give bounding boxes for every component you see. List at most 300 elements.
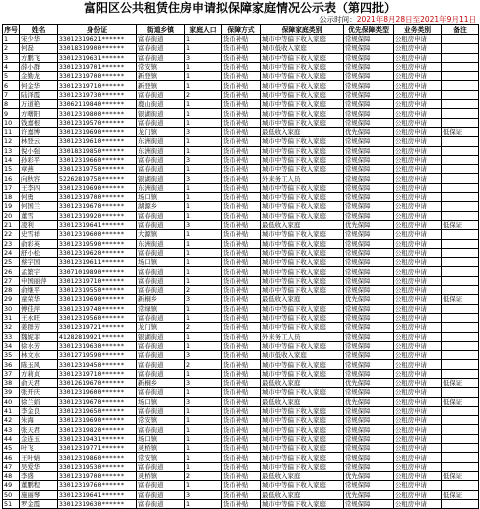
cell-index: 17 — [3, 183, 20, 192]
cell-household-size: 1 — [185, 481, 222, 490]
cell-household-category: 城市中等偏下收入家庭 — [261, 323, 344, 332]
table-row — [3, 481, 479, 490]
cell-household-category: 外来务工人员 — [261, 174, 344, 183]
cell-household-category: 城市低收入家庭 — [261, 44, 344, 53]
cell-index: 21 — [3, 220, 20, 229]
cell-remark — [442, 416, 479, 425]
cell-business-type: 公租房申请 — [394, 332, 442, 341]
cell-household-size: 1 — [185, 416, 222, 425]
header-name: 姓名 — [20, 25, 58, 35]
cell-business-type: 公租房申请 — [394, 146, 442, 155]
household-table — [2, 24, 479, 509]
cell-business-type: 公租房申请 — [394, 165, 442, 174]
cell-security-method: 货币补贴 — [222, 53, 261, 62]
cell-household-size: 1 — [185, 183, 222, 192]
cell-name: 魏妮菲 — [20, 332, 58, 341]
cell-security-method: 货币补贴 — [222, 220, 261, 229]
cell-town: 湖源乡 — [137, 202, 185, 211]
cell-priority-type: 常规保障 — [344, 425, 394, 434]
table-row — [3, 211, 479, 220]
cell-index: 47 — [3, 462, 20, 471]
cell-household-category: 城市中等偏下收入家庭 — [261, 137, 344, 146]
cell-business-type: 公租房申请 — [394, 100, 442, 109]
cell-household-size: 1 — [185, 211, 222, 220]
cell-household-size: 3 — [185, 397, 222, 406]
cell-index: 3 — [3, 53, 20, 62]
cell-security-method: 货币补贴 — [222, 239, 261, 248]
cell-id-number: 33012319450****** — [58, 360, 137, 369]
cell-remark — [442, 137, 479, 146]
table-row — [3, 295, 479, 304]
cell-id-number: 33012319710****** — [58, 369, 137, 378]
cell-remark — [442, 267, 479, 276]
cell-security-method: 货币补贴 — [222, 211, 261, 220]
cell-id-number: 33012319560****** — [58, 313, 137, 322]
cell-household-category: 城市中等偏下收入家庭 — [261, 155, 344, 164]
cell-priority-type: 常规保障 — [344, 276, 394, 285]
cell-index: 19 — [3, 202, 20, 211]
cell-household-category: 城市中等偏下收入家庭 — [261, 72, 344, 81]
cell-household-size: 1 — [185, 369, 222, 378]
cell-index: 41 — [3, 406, 20, 415]
cell-town: 富春街道 — [137, 481, 185, 490]
cell-priority-type: 常规保障 — [344, 230, 394, 239]
cell-priority-type: 常规保障 — [344, 109, 394, 118]
cell-index: 22 — [3, 230, 20, 239]
cell-household-category: 城市中等偏下收入家庭 — [261, 230, 344, 239]
cell-remark — [442, 341, 479, 350]
cell-remark — [442, 211, 479, 220]
cell-household-category: 城市中等偏下收入家庭 — [261, 248, 344, 257]
cell-remark — [442, 406, 479, 415]
cell-business-type: 公租房申请 — [394, 434, 442, 443]
cell-household-category: 最低收入家庭 — [261, 220, 344, 229]
cell-security-method: 货币补贴 — [222, 369, 261, 378]
header-town: 街道乡镇 — [137, 25, 185, 35]
cell-household-size: 1 — [185, 239, 222, 248]
header-remark: 备注 — [442, 25, 479, 35]
cell-business-type: 公租房申请 — [394, 109, 442, 118]
cell-town: 富春街道 — [137, 53, 185, 62]
cell-household-size: 1 — [185, 100, 222, 109]
cell-name: 张天君 — [20, 425, 58, 434]
cell-id-number: 33012319670****** — [58, 202, 137, 211]
cell-town: 东洲街道 — [137, 183, 185, 192]
cell-priority-type: 常规保障 — [344, 313, 394, 322]
cell-town: 银湖街道 — [137, 332, 185, 341]
cell-household-category: 城市中等偏下收入家庭 — [261, 146, 344, 155]
cell-id-number: 33012319710****** — [58, 81, 137, 90]
header-household-size: 家庭人口 — [185, 25, 222, 35]
cell-priority-type: 常规保障 — [344, 90, 394, 99]
table-row — [3, 146, 479, 155]
cell-town: 常安镇 — [137, 416, 185, 425]
table-row — [3, 193, 479, 202]
cell-remark — [442, 351, 479, 360]
cell-town: 富春街道 — [137, 267, 185, 276]
cell-index: 8 — [3, 100, 20, 109]
table-row — [3, 425, 479, 434]
cell-household-size: 2 — [185, 323, 222, 332]
cell-index: 2 — [3, 44, 20, 53]
cell-priority-type: 优先保障 — [344, 397, 394, 406]
header-id-number: 身份证 — [58, 25, 137, 35]
cell-household-category: 城市中等偏下收入家庭 — [261, 360, 344, 369]
cell-remark — [442, 72, 479, 81]
cell-index: 7 — [3, 90, 20, 99]
cell-priority-type: 优先保障 — [344, 220, 394, 229]
cell-household-size: 1 — [185, 444, 222, 453]
cell-security-method: 货币补贴 — [222, 323, 261, 332]
cell-town: 富春街道 — [137, 490, 185, 499]
cell-security-method: 货币补贴 — [222, 230, 261, 239]
cell-name: 金勤龙 — [20, 72, 58, 81]
cell-index: 23 — [3, 239, 20, 248]
cell-household-category: 城市中等偏下收入家庭 — [261, 183, 344, 192]
cell-id-number: 33012319721****** — [58, 323, 137, 332]
cell-business-type: 公租房申请 — [394, 462, 442, 471]
cell-priority-type: 常规保障 — [344, 434, 394, 443]
cell-remark — [442, 165, 479, 174]
cell-priority-type: 优先保障 — [344, 295, 394, 304]
cell-id-number: 33012319820****** — [58, 425, 137, 434]
table-row — [3, 239, 479, 248]
cell-business-type: 公租房申请 — [394, 323, 442, 332]
cell-id-number: 33012319701****** — [58, 62, 137, 71]
cell-security-method: 货币补贴 — [222, 360, 261, 369]
cell-name: 孙彩平 — [20, 155, 58, 164]
cell-household-category: 城市中等偏下收入家庭 — [261, 304, 344, 313]
cell-household-size: 1 — [185, 276, 222, 285]
cell-id-number: 33012319431****** — [58, 434, 137, 443]
cell-business-type: 公租房申请 — [394, 137, 442, 146]
cell-security-method: 货币补贴 — [222, 127, 261, 136]
header-security-method: 保障方式 — [222, 25, 261, 35]
cell-business-type: 公租房申请 — [394, 369, 442, 378]
cell-town: 场口镇 — [137, 193, 185, 202]
cell-business-type: 公租房申请 — [394, 62, 442, 71]
cell-index: 39 — [3, 388, 20, 397]
table-row — [3, 62, 479, 71]
cell-priority-type: 常规保障 — [344, 267, 394, 276]
cell-id-number: 33012319670****** — [58, 397, 137, 406]
cell-household-size: 1 — [185, 388, 222, 397]
cell-household-size: 1 — [185, 109, 222, 118]
cell-household-category: 最低收入家庭 — [261, 490, 344, 499]
cell-business-type: 公租房申请 — [394, 72, 442, 81]
cell-household-size: 1 — [185, 62, 222, 71]
cell-remark: 低保证 — [442, 295, 479, 304]
cell-name: 李盛 — [20, 471, 58, 480]
cell-household-size: 3 — [185, 295, 222, 304]
cell-name: 何金华 — [20, 81, 58, 90]
cell-name: 童荣华 — [20, 295, 58, 304]
cell-priority-type: 常规保障 — [344, 211, 394, 220]
cell-index: 35 — [3, 351, 20, 360]
cell-index: 36 — [3, 360, 20, 369]
table-row — [3, 304, 479, 313]
cell-index: 12 — [3, 137, 20, 146]
cell-business-type: 公租房申请 — [394, 183, 442, 192]
cell-name: 蔡宇国 — [20, 258, 58, 267]
cell-remark — [442, 434, 479, 443]
cell-remark — [442, 155, 479, 164]
cell-priority-type: 常规保障 — [344, 118, 394, 127]
cell-security-method: 货币补贴 — [222, 471, 261, 480]
cell-priority-type: 常规保障 — [344, 35, 394, 44]
cell-household-category: 城市中等偏下收入家庭 — [261, 276, 344, 285]
cell-household-category: 城市中等偏下收入家庭 — [261, 434, 344, 443]
cell-remark — [442, 360, 479, 369]
page-title: 富阳区公共租赁住房申请拟保障家庭情况公示表（第四批） — [83, 1, 396, 15]
cell-priority-type: 常规保障 — [344, 165, 394, 174]
cell-id-number: 33012319610****** — [58, 137, 137, 146]
table-row — [3, 230, 479, 239]
cell-index: 11 — [3, 127, 20, 136]
cell-priority-type: 常规保障 — [344, 304, 394, 313]
cell-town: 富春街道 — [137, 248, 185, 257]
table-row — [3, 35, 479, 44]
cell-index: 28 — [3, 286, 20, 295]
cell-id-number: 33012319750****** — [58, 165, 137, 174]
cell-remark — [442, 499, 479, 508]
cell-household-size: 3 — [185, 174, 222, 183]
cell-priority-type: 常规保障 — [344, 53, 394, 62]
cell-remark — [442, 388, 479, 397]
cell-priority-type: 常规保障 — [344, 62, 394, 71]
cell-name: 姜群芳 — [20, 323, 58, 332]
cell-priority-type: 优先保障 — [344, 378, 394, 387]
cell-name: 金连玉 — [20, 434, 58, 443]
cell-priority-type: 常规保障 — [344, 416, 394, 425]
cell-priority-type: 常规保障 — [344, 72, 394, 81]
cell-remark: 低保证 — [442, 378, 479, 387]
cell-business-type: 公租房申请 — [394, 490, 442, 499]
cell-priority-type: 常规保障 — [344, 155, 394, 164]
cell-name: 李金良 — [20, 406, 58, 415]
cell-town: 富春街道 — [137, 462, 185, 471]
table-row — [3, 406, 479, 415]
cell-household-size: 3 — [185, 53, 222, 62]
cell-business-type: 公租房申请 — [394, 174, 442, 183]
cell-name: 陆泽霞 — [20, 90, 58, 99]
cell-household-size: 1 — [185, 341, 222, 350]
cell-business-type: 公租房申请 — [394, 406, 442, 415]
cell-town: 东洲街道 — [137, 146, 185, 155]
cell-security-method: 货币补贴 — [222, 165, 261, 174]
cell-index: 13 — [3, 146, 20, 155]
cell-priority-type: 常规保障 — [344, 174, 394, 183]
cell-remark — [442, 109, 479, 118]
cell-household-category: 城市中等偏下收入家庭 — [261, 313, 344, 322]
cell-town: 富春街道 — [137, 360, 185, 369]
cell-name: 林登云 — [20, 137, 58, 146]
cell-index: 16 — [3, 174, 20, 183]
cell-household-category: 城市中等偏下收入家庭 — [261, 62, 344, 71]
cell-priority-type: 常规保障 — [344, 286, 394, 295]
cell-town: 富春街道 — [137, 388, 185, 397]
cell-index: 44 — [3, 434, 20, 443]
table-row — [3, 360, 479, 369]
cell-household-category: 城市中等偏下收入家庭 — [261, 90, 344, 99]
cell-security-method: 货币补贴 — [222, 44, 261, 53]
cell-remark — [442, 183, 479, 192]
cell-remark — [442, 174, 479, 183]
cell-town: 富春街道 — [137, 406, 185, 415]
cell-name: 向秋容 — [20, 174, 58, 183]
cell-name: 施丽琴 — [20, 490, 58, 499]
cell-name: 朱海 — [20, 416, 58, 425]
cell-index: 9 — [3, 109, 20, 118]
cell-town: 银湖街道 — [137, 109, 185, 118]
cell-business-type: 公租房申请 — [394, 313, 442, 322]
cell-id-number: 33012319621****** — [58, 35, 137, 44]
cell-town: 常安镇 — [137, 453, 185, 462]
cell-priority-type: 常规保障 — [344, 462, 394, 471]
cell-household-category: 城市中等偏下收入家庭 — [261, 369, 344, 378]
cell-index: 37 — [3, 369, 20, 378]
cell-security-method: 货币补贴 — [222, 499, 261, 508]
cell-business-type: 公租房申请 — [394, 248, 442, 257]
cell-security-method: 货币补贴 — [222, 146, 261, 155]
cell-priority-type: 优先保障 — [344, 471, 394, 480]
table-row — [3, 276, 479, 285]
cell-name: 何磊 — [20, 44, 58, 53]
cell-town: 新桐乡 — [137, 295, 185, 304]
cell-town: 新登镇 — [137, 72, 185, 81]
cell-remark — [442, 118, 479, 127]
table-row — [3, 155, 479, 164]
cell-business-type: 公租房申请 — [394, 44, 442, 53]
cell-town: 东洲街道 — [137, 239, 185, 248]
cell-business-type: 公租房申请 — [394, 211, 442, 220]
cell-id-number: 33071019890****** — [58, 267, 137, 276]
table-row — [3, 462, 479, 471]
cell-security-method: 货币补贴 — [222, 286, 261, 295]
cell-id-number: 33012319550****** — [58, 286, 137, 295]
table-row — [3, 499, 479, 508]
cell-household-category: 城市中等偏下收入家庭 — [261, 202, 344, 211]
cell-security-method: 货币补贴 — [222, 137, 261, 146]
cell-name: 王李四 — [20, 183, 58, 192]
cell-business-type: 公租房申请 — [394, 81, 442, 90]
cell-name: 何国兰 — [20, 202, 58, 211]
cell-business-type: 公租房申请 — [394, 258, 442, 267]
cell-remark: 低保证 — [442, 397, 479, 406]
cell-priority-type: 常规保障 — [344, 499, 394, 508]
header-priority-type: 优先保障类型 — [344, 25, 394, 35]
cell-index: 38 — [3, 378, 20, 387]
table-row — [3, 118, 479, 127]
table-row — [3, 471, 479, 480]
cell-remark — [442, 258, 479, 267]
table-row — [3, 332, 479, 341]
cell-household-size: 1 — [185, 267, 222, 276]
cell-security-method: 货币补贴 — [222, 155, 261, 164]
cell-remark — [442, 239, 479, 248]
cell-index: 42 — [3, 416, 20, 425]
cell-remark — [442, 53, 479, 62]
cell-town: 富春街道 — [137, 351, 185, 360]
cell-business-type: 公租房申请 — [394, 127, 442, 136]
cell-business-type: 公租房申请 — [394, 360, 442, 369]
cell-household-size: 1 — [185, 462, 222, 471]
cell-business-type: 公租房申请 — [394, 286, 442, 295]
cell-priority-type: 常规保障 — [344, 332, 394, 341]
cell-index: 43 — [3, 425, 20, 434]
cell-business-type: 公租房申请 — [394, 499, 442, 508]
table-row — [3, 378, 479, 387]
publicity-period — [319, 15, 476, 24]
cell-business-type: 公租房申请 — [394, 416, 442, 425]
cell-household-category: 城市中等偏下收入家庭 — [261, 239, 344, 248]
cell-id-number: 41282819921****** — [58, 332, 137, 341]
cell-household-category: 城市低收入家庭 — [261, 351, 344, 360]
cell-security-method: 货币补贴 — [222, 276, 261, 285]
cell-household-size: 1 — [185, 44, 222, 53]
cell-business-type: 公租房申请 — [394, 230, 442, 239]
cell-index: 1 — [3, 35, 20, 44]
cell-name: 徐兰娟 — [20, 397, 58, 406]
cell-index: 15 — [3, 165, 20, 174]
cell-name: 万道艳 — [20, 100, 58, 109]
cell-name: 申国丽萍 — [20, 276, 58, 285]
table-row — [3, 127, 479, 136]
table-row — [3, 341, 479, 350]
cell-remark — [442, 90, 479, 99]
cell-security-method: 货币补贴 — [222, 295, 261, 304]
cell-household-size: 1 — [185, 453, 222, 462]
cell-index: 45 — [3, 444, 20, 453]
cell-priority-type: 常规保障 — [344, 323, 394, 332]
cell-household-size: 1 — [185, 137, 222, 146]
cell-business-type: 公租房申请 — [394, 351, 442, 360]
cell-index: 46 — [3, 453, 20, 462]
cell-index: 14 — [3, 155, 20, 164]
cell-id-number: 33012319660****** — [58, 155, 137, 164]
cell-household-category: 城市中等偏下收入家庭 — [261, 444, 344, 453]
cell-household-size: 1 — [185, 304, 222, 313]
cell-household-category: 城市中等偏下收入家庭 — [261, 267, 344, 276]
table-row — [3, 323, 479, 332]
cell-id-number: 33012319600****** — [58, 230, 137, 239]
cell-id-number: 33012319620****** — [58, 248, 137, 257]
cell-name: 林文水 — [20, 351, 58, 360]
cell-remark — [442, 313, 479, 322]
cell-index: 51 — [3, 499, 20, 508]
table-row — [3, 453, 479, 462]
cell-household-category: 城市中等偏下收入家庭 — [261, 100, 344, 109]
cell-index: 34 — [3, 341, 20, 350]
cell-name: 宋少华 — [20, 35, 58, 44]
cell-household-size: 3 — [185, 378, 222, 387]
cell-business-type: 公租房申请 — [394, 304, 442, 313]
cell-town: 鹿山街道 — [137, 100, 185, 109]
cell-town: 灵桥镇 — [137, 444, 185, 453]
cell-household-size: 3 — [185, 155, 222, 164]
table-row — [3, 165, 479, 174]
cell-town: 富春街道 — [137, 211, 185, 220]
cell-town: 场口镇 — [137, 397, 185, 406]
cell-priority-type: 常规保障 — [344, 183, 394, 192]
cell-business-type: 公租房申请 — [394, 193, 442, 202]
cell-town: 场口镇 — [137, 434, 185, 443]
cell-priority-type: 优先保障 — [344, 127, 394, 136]
cell-security-method: 货币补贴 — [222, 248, 261, 257]
cell-priority-type: 常规保障 — [344, 258, 394, 267]
cell-priority-type: 常规保障 — [344, 248, 394, 257]
cell-index: 4 — [3, 62, 20, 71]
